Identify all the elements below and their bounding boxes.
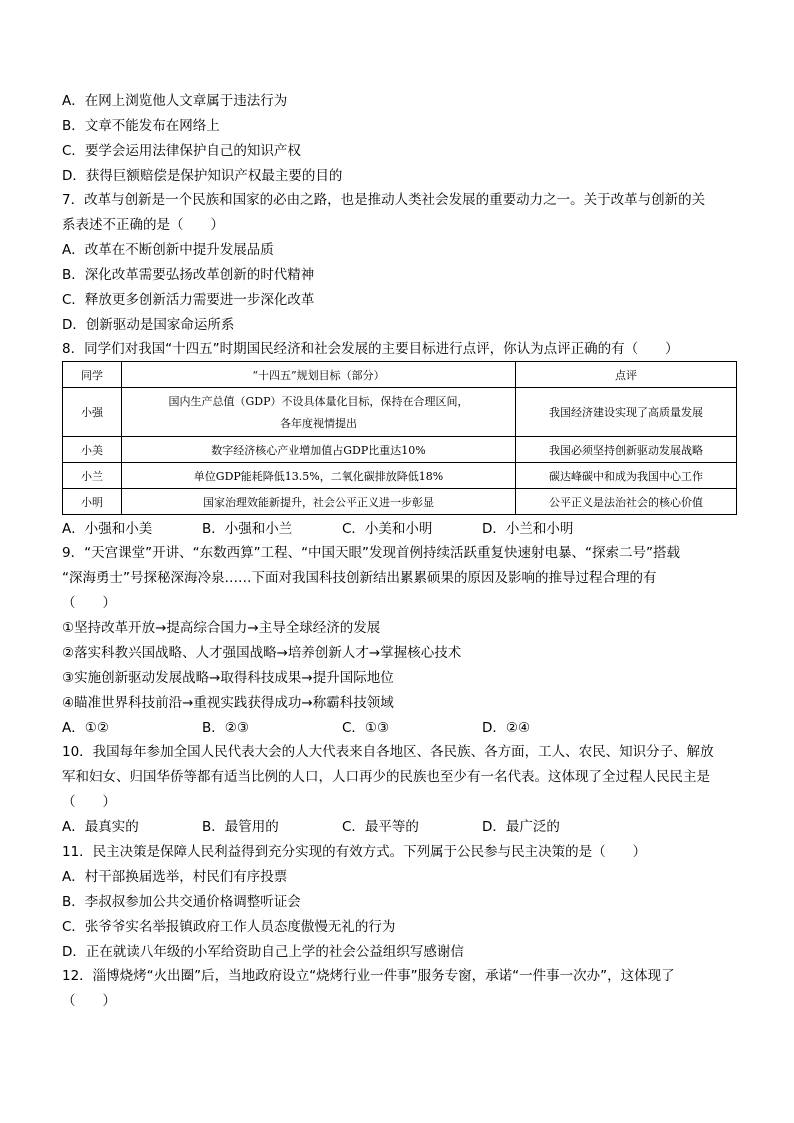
q9-option-c: C．①③ bbox=[342, 720, 390, 736]
q11-option-a: A．村干部换届选举，村民们有序投票 bbox=[62, 869, 288, 885]
q6-option-d: D．获得巨额赔偿是保护知识产权最主要的目的 bbox=[62, 168, 343, 184]
goal-cell: 单位GDP能耗降低13.5%，二氧化碳排放降低18% bbox=[122, 463, 516, 489]
q10-option-a: A．最真实的 bbox=[62, 819, 139, 835]
student-cell: 小美 bbox=[63, 437, 122, 463]
comment-cell: 公平正义是法治社会的核心价值 bbox=[516, 489, 737, 515]
table-row bbox=[63, 437, 737, 463]
table-header-cell: 点评 bbox=[516, 362, 737, 388]
q7-stem-line1: 7．改革与创新是一个民族和国家的必由之路，也是推动人类社会发展的重要动力之一。关于改革与创新的关 bbox=[62, 192, 706, 208]
q8-option-b: B．小强和小兰 bbox=[202, 521, 293, 537]
q9-stem-line1: 9．“天宫课堂”开讲、“东数西算”工程、“中国天眼”发现首例持续活跃重复快速射电暴、“探索二号”搭载 bbox=[62, 545, 681, 561]
q7-stem-line2: 系表述不正确的是（ ） bbox=[62, 217, 224, 233]
q10-stem-line2: 军和妇女、归国华侨等都有适当比例的人口，人口再少的民族也至少有一名代表。这体现了全过程人民民主是 bbox=[62, 769, 710, 785]
q6-option-b: B．文章不能发布在网络上 bbox=[62, 118, 220, 134]
q8-option-c: C．小美和小明 bbox=[342, 521, 433, 537]
q9-stem-line2: “深海勇士”号探秘深海冷泉……下面对我国科技创新结出累累硕果的原因及影响的推导过程合理的有 bbox=[62, 570, 657, 586]
q7-option-b: B．深化改革需要弘扬改革创新的时代精神 bbox=[62, 267, 315, 283]
q9-statement-4: ④瞄准世界科技前沿→重视实践获得成功→称霸科技领域 bbox=[62, 695, 394, 711]
table-header-cell: “十四五”规划目标（部分） bbox=[122, 362, 516, 388]
q9-statement-2: ②落实科教兴国战略、人才强国战略→培养创新人才→掌握核心技术 bbox=[62, 645, 462, 661]
student-cell: 小强 bbox=[63, 388, 122, 437]
student-cell: 小兰 bbox=[63, 463, 122, 489]
q10-option-d: D．最广泛的 bbox=[482, 819, 560, 835]
q6-option-c: C．要学会运用法律保护自己的知识产权 bbox=[62, 143, 301, 159]
goal-line: 各年度视情提出 bbox=[280, 417, 357, 430]
q8-option-d: D．小兰和小明 bbox=[482, 521, 574, 537]
q11-stem: 11．民主决策是保障人民利益得到充分实现的有效方式。下列属于公民参与民主决策的是（ ） bbox=[62, 844, 647, 860]
goal-line: 国内生产总值（GDP）不设具体量化目标，保持在合理区间， bbox=[168, 395, 469, 408]
comment-cell: 我国必须坚持创新驱动发展战略 bbox=[516, 437, 737, 463]
q11-option-c: C．张爷爷实名举报镇政府工作人员态度傲慢无礼的行为 bbox=[62, 919, 396, 935]
comment-cell: 我国经济建设实现了高质量发展 bbox=[516, 388, 737, 437]
q6-option-a: A．在网上浏览他人文章属于违法行为 bbox=[62, 93, 288, 109]
q7-option-c: C．释放更多创新活力需要进一步深化改革 bbox=[62, 292, 315, 308]
q9-statement-1: ①坚持改革开放→提高综合国力→主导全球经济的发展 bbox=[62, 620, 381, 636]
table-row bbox=[63, 489, 737, 515]
q12-stem-line2: （ ） bbox=[62, 993, 116, 1009]
table-header-cell: 同学 bbox=[63, 362, 122, 388]
goal-cell: 数字经济核心产业增加值占GDP比重达10% bbox=[122, 437, 516, 463]
q9-statement-3: ③实施创新驱动发展战略→取得科技成果→提升国际地位 bbox=[62, 670, 394, 686]
q10-stem-line3: （ ） bbox=[62, 794, 116, 810]
q11-option-b: B．李叔叔参加公共交通价格调整听证会 bbox=[62, 894, 301, 910]
q9-options bbox=[62, 720, 737, 736]
q9-stem-line3: （ ） bbox=[62, 595, 116, 611]
q7-option-a: A．改革在不断创新中提升发展品质 bbox=[62, 242, 274, 258]
q8-stem: 8．同学们对我国“十四五”时期国民经济和社会发展的主要目标进行点评，你认为点评正确的有（ ） bbox=[62, 341, 679, 357]
q9-option-d: D．②④ bbox=[482, 720, 531, 736]
q10-options bbox=[62, 819, 737, 835]
table-row bbox=[63, 463, 737, 489]
student-cell: 小明 bbox=[63, 489, 122, 515]
table-header-row bbox=[63, 362, 737, 388]
table-row bbox=[63, 388, 737, 437]
q11-option-d: D．正在就读八年级的小军给资助自己上学的社会公益组织写感谢信 bbox=[62, 944, 464, 960]
q8-options bbox=[62, 521, 737, 537]
q8-table bbox=[62, 361, 737, 515]
q8-option-a: A．小强和小美 bbox=[62, 521, 153, 537]
q7-option-d: D．创新驱动是国家命运所系 bbox=[62, 317, 235, 333]
comment-cell: 碳达峰碳中和成为我国中心工作 bbox=[516, 463, 737, 489]
q10-option-c: C．最平等的 bbox=[342, 819, 419, 835]
goal-cell: 国家治理效能新提升，社会公平正义进一步彰显 bbox=[122, 489, 516, 515]
q9-option-b: B．②③ bbox=[202, 720, 249, 736]
q10-option-b: B．最管用的 bbox=[202, 819, 279, 835]
q10-stem-line1: 10．我国每年参加全国人民代表大会的人大代表来自各地区、各民族、各方面，工人、农民、知识分子、解放 bbox=[62, 744, 714, 760]
goal-cell bbox=[122, 388, 516, 437]
q9-option-a: A．①② bbox=[62, 720, 109, 736]
q12-stem-line1: 12．淄博烧烤“火出圈”后，当地政府设立“烧烤行业一件事”服务专窗，承诺“一件事一次办”，这体现了 bbox=[62, 968, 675, 984]
